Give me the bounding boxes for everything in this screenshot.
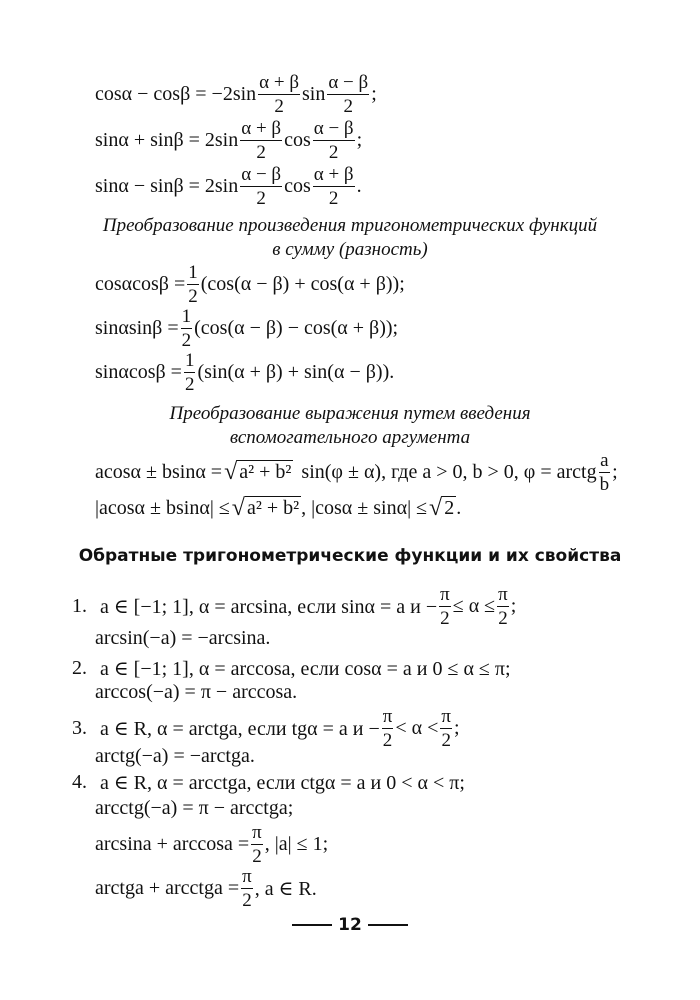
denominator: 2	[274, 95, 284, 117]
section-title-line: Преобразование выражения путем введения	[169, 403, 531, 424]
numerator: α + β	[259, 71, 299, 93]
denominator: 2	[256, 187, 266, 209]
formula-text: arcsina + arccosa =	[95, 832, 250, 855]
denominator: 2	[188, 285, 198, 307]
fraction	[258, 73, 300, 116]
fraction	[184, 351, 196, 394]
formula-text: (cos(α − β) − cos(α + β));	[194, 316, 399, 339]
formula-text: sinαsinβ =	[95, 316, 179, 339]
heading-inverse-functions: Обратные тригонометрические функции и их свойства	[78, 546, 622, 566]
fraction	[251, 823, 263, 866]
list-number: 2.	[72, 656, 87, 679]
numerator: 1	[181, 305, 192, 327]
sqrt	[429, 496, 456, 520]
formula-text: ≤ α ≤	[452, 594, 496, 617]
numerator: α − β	[328, 71, 369, 93]
fraction	[599, 451, 611, 494]
formula-text: a ∈ [−1; 1], α = arcsina, если sinα = a и −	[100, 595, 438, 618]
radical-sign: √	[231, 495, 245, 521]
sqrt	[224, 460, 293, 484]
formula-text: arctga + arcctga =	[95, 876, 240, 899]
denominator: 2	[328, 141, 339, 163]
fraction	[241, 867, 253, 910]
fraction	[497, 585, 509, 628]
numerator: 1	[188, 261, 198, 283]
formula-text: cos	[284, 174, 311, 197]
denominator: 2	[328, 187, 339, 209]
page-number-text: 12	[338, 915, 362, 935]
fraction	[382, 707, 394, 750]
numerator: 1	[184, 349, 195, 371]
formula-aux-inequality	[95, 486, 461, 530]
formula-sin-cos	[95, 350, 394, 394]
page-number-dash	[292, 924, 332, 926]
formula-arctg-plus-arcctg	[95, 866, 317, 910]
formula-arcsin-odd: arcsin(−a) = −arcsina.	[95, 626, 271, 649]
numerator: α − β	[241, 163, 282, 185]
numerator: π	[252, 821, 262, 843]
formula-text: cosαcosβ =	[95, 272, 186, 295]
denominator: 2	[498, 607, 508, 629]
formula-arcsin-plus-arccos	[95, 822, 328, 866]
denominator: 2	[256, 141, 266, 163]
list-number: 4.	[72, 770, 87, 793]
page-number	[0, 915, 700, 935]
formula-text: sinα + sinβ = 2sin	[95, 128, 239, 151]
numerator: a	[600, 449, 609, 471]
denominator: 2	[252, 845, 262, 867]
radical-sign: √	[429, 495, 443, 521]
radicand: a² + b²	[246, 497, 300, 519]
formula-text: acosα ± bsinα =	[95, 460, 223, 483]
formula-text: .	[356, 174, 362, 197]
formula-text: a ∈ R, α = arcctga, если ctgα = a и 0 < α < π;	[100, 771, 465, 794]
denominator: 2	[382, 729, 393, 751]
section-title-line: в сумму (разность)	[272, 239, 428, 260]
radicand: 2	[444, 497, 455, 519]
formula-text: .	[456, 496, 462, 519]
fraction	[240, 165, 282, 208]
fraction	[327, 73, 369, 116]
denominator: 2	[184, 373, 195, 395]
fraction	[440, 707, 452, 750]
formula-text: cosα − cosβ = −2sin	[95, 82, 257, 105]
radical-sign: √	[224, 459, 238, 485]
numerator: π	[498, 583, 508, 605]
formula-text: , |a| ≤ 1;	[264, 832, 329, 855]
formula-text: < α <	[395, 716, 439, 739]
fraction	[240, 119, 282, 162]
numerator: π	[242, 865, 252, 887]
formula-text: ;	[371, 82, 377, 105]
radicand: a² + b²	[239, 461, 292, 483]
formula-arccos-neg: arccos(−a) = π − arccosa.	[95, 680, 298, 703]
formula-text: sin(φ ± α), где a > 0, b > 0, φ = arctg	[301, 460, 597, 483]
formula-text: ;	[453, 716, 460, 739]
denominator: b	[599, 473, 610, 495]
fraction	[313, 119, 355, 162]
formula-text: , a ∈ R.	[254, 877, 317, 900]
list-number: 3.	[72, 716, 87, 739]
numerator: α + β	[241, 117, 282, 139]
numerator: π	[382, 705, 393, 727]
denominator: 2	[181, 329, 192, 351]
denominator: 2	[440, 607, 450, 629]
formula-text: a ∈ R, α = arctga, если tgα = a и −	[100, 717, 380, 740]
formula-sin-minus-sin	[95, 164, 362, 208]
formula-text: ;	[356, 128, 363, 151]
formula-sin-sin	[95, 306, 398, 350]
section-title-line: Преобразование произведения тригонометрических функций	[102, 215, 598, 236]
formula-text: , |cosα ± sinα| ≤	[301, 496, 428, 519]
denominator: 2	[242, 889, 252, 911]
page-number-dash	[368, 924, 408, 926]
fraction	[181, 307, 193, 350]
numerator: α + β	[313, 163, 354, 185]
formula-text: (sin(α + β) + sin(α − β)).	[197, 360, 395, 383]
formula-text: (cos(α − β) + cos(α + β));	[200, 272, 405, 295]
section-title-product-to-sum	[40, 214, 660, 262]
formula-sin-plus-sin	[95, 118, 362, 162]
formula-cos-minus-cos	[95, 72, 377, 116]
denominator: 2	[441, 729, 451, 751]
formula-text: cos	[284, 128, 311, 151]
formula-text: a ∈ [−1; 1], α = arccosa, если cosα = a и 0 ≤ α ≤ π;	[100, 657, 511, 680]
formula-cos-cos	[95, 262, 405, 306]
sqrt	[232, 496, 301, 520]
section-title-aux-argument	[40, 402, 660, 450]
formula-text: sinα − sinβ = 2sin	[95, 174, 239, 197]
formula-text: ;	[612, 460, 618, 483]
fraction	[439, 585, 451, 628]
formula-text: sin	[302, 82, 326, 105]
numerator: π	[440, 583, 450, 605]
fraction	[313, 165, 355, 208]
formula-text: |acosα ± bsinα| ≤	[95, 496, 230, 519]
formula-arcctg-neg: arcctg(−a) = π − arcctga;	[95, 796, 294, 819]
formula-arctg-odd: arctg(−a) = −arctga.	[95, 744, 255, 767]
denominator: 2	[343, 95, 354, 117]
section-title-line: вспомогательного аргумента	[229, 427, 471, 448]
formula-text: ;	[510, 594, 517, 617]
formula-text: sinαcosβ =	[95, 360, 182, 383]
numerator: π	[441, 705, 451, 727]
list-number: 1.	[72, 594, 87, 617]
numerator: α − β	[313, 117, 354, 139]
fraction	[187, 263, 199, 306]
